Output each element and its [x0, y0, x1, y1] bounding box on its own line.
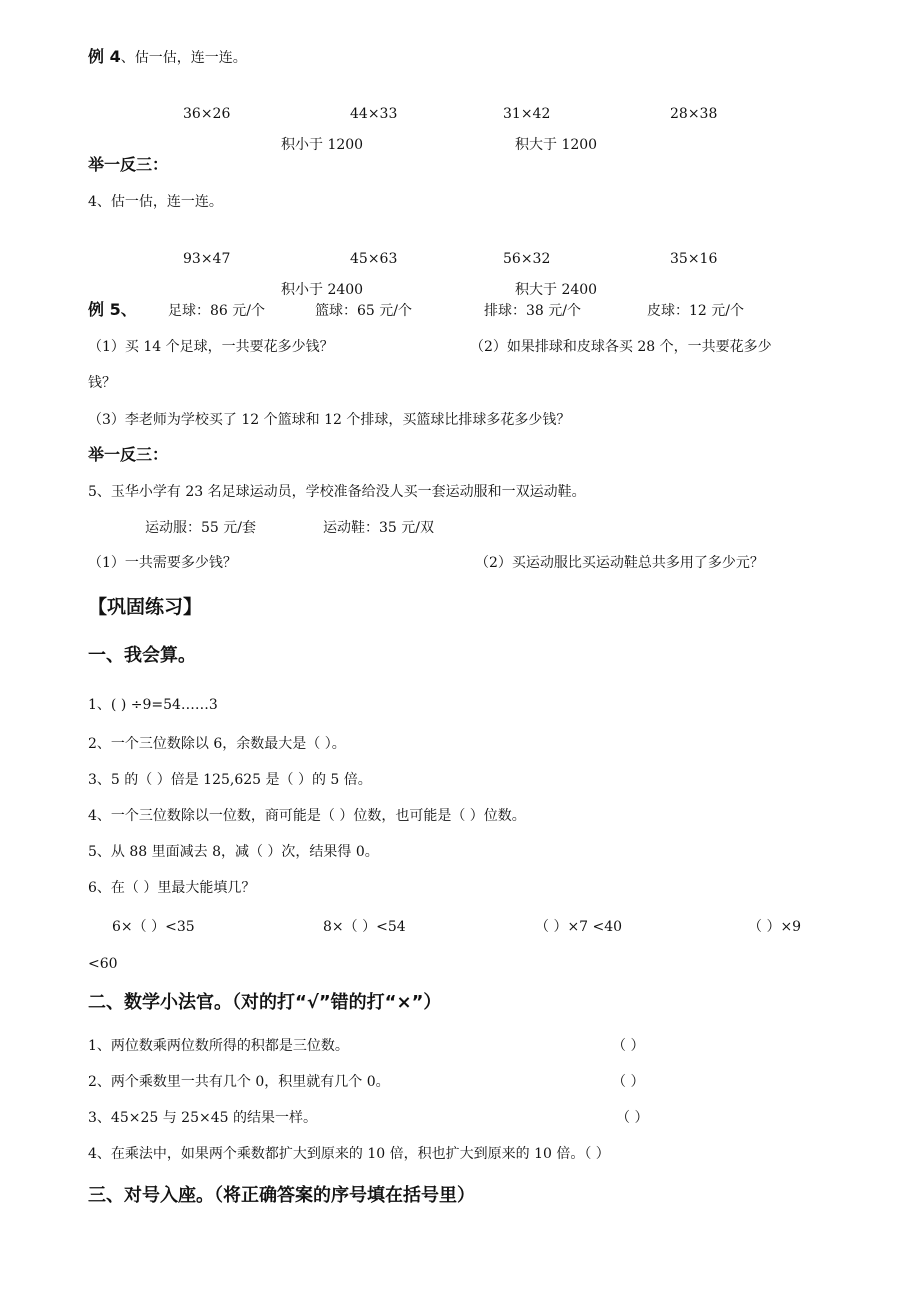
practice2-problem: 5、玉华小学有 23 名足球运动员，学校准备给没人买一套运动服和一双运动鞋。	[88, 484, 586, 500]
section2-title: 二、数学小法官。（对的打“√”错的打“×”）	[88, 992, 442, 1013]
section2-item-3-paren: （ ）	[616, 1110, 649, 1126]
section2-item-2: 2、两个乘数里一共有几个 0，积里就有几个 0。	[88, 1074, 390, 1090]
practice2-heading: 举一反三：	[88, 445, 169, 464]
section1-blank-2: 8×（ ）<54	[323, 919, 406, 935]
practice1-target-1: 积小于 2400	[281, 282, 364, 298]
section1-title: 一、我会算。	[88, 645, 196, 666]
section2-item-3: 3、45×25 与 25×45 的结果一样。	[88, 1110, 317, 1126]
section1-item-5: 5、从 88 里面减去 8，减（ ）次，结果得 0。	[88, 844, 379, 860]
consolidation-title: 【巩固练习】	[88, 596, 203, 618]
section1-blank-1: 6×（ ）<35	[112, 919, 195, 935]
example4-instruction: 、估一估，连一连。	[120, 50, 247, 66]
example4-expr-1: 36×26	[183, 106, 231, 122]
example4-expr-2: 44×33	[350, 106, 398, 122]
practice2-price-clothes: 运动服：55 元/套	[145, 520, 256, 536]
example4-target-2: 积大于 1200	[515, 137, 598, 153]
practice1-expr-1: 93×47	[183, 251, 231, 267]
practice1-expr-2: 45×63	[350, 251, 398, 267]
example4-label: 例 4	[88, 47, 121, 66]
section2-item-1: 1、两位数乘两位数所得的积都是三位数。	[88, 1038, 349, 1054]
practice1-instruction: 4、估一估，连一连。	[88, 194, 223, 210]
example5-price-football: 足球：86 元/个	[168, 303, 265, 319]
practice2-question-2: （2）买运动服比买运动鞋总共多用了多少元？	[475, 555, 764, 571]
section2-item-1-paren: （ ）	[612, 1038, 645, 1054]
practice1-expr-4: 35×16	[670, 251, 718, 267]
practice2-price-shoes: 运动鞋：35 元/双	[323, 520, 434, 536]
example5-price-rubberball: 皮球：12 元/个	[647, 303, 744, 319]
practice1-heading: 举一反三：	[88, 155, 169, 174]
example5-question-3: （3）李老师为学校买了 12 个篮球和 12 个排球，买篮球比排球多花多少钱？	[88, 412, 571, 428]
example5-price-volleyball: 排球：38 元/个	[484, 303, 581, 319]
example5-question-2: （2）如果排球和皮球各买 28 个，一共要花多少	[470, 339, 772, 355]
example5-question-1: （1）买 14 个足球，一共要花多少钱？	[88, 339, 334, 355]
section1-item-6: 6、在（ ）里最大能填几？	[88, 880, 256, 896]
example4-expr-3: 31×42	[503, 106, 551, 122]
example4-target-1: 积小于 1200	[281, 137, 364, 153]
section1-item-3: 3、5 的（ ）倍是 125,625 是（ ）的 5 倍。	[88, 772, 372, 788]
practice1-expr-3: 56×32	[503, 251, 551, 267]
practice1-target-2: 积大于 2400	[515, 282, 598, 298]
section1-blank-4-wrap: <60	[88, 956, 118, 972]
example4-expr-4: 28×38	[670, 106, 718, 122]
section2-item-4: 4、在乘法中，如果两个乘数都扩大到原来的 10 倍，积也扩大到原来的 10 倍。（ ）	[88, 1146, 610, 1162]
example5-question-2-wrap: 钱？	[88, 375, 116, 391]
example4-title	[88, 48, 247, 67]
section3-title: 三、对号入座。（将正确答案的序号填在括号里）	[88, 1185, 475, 1206]
practice2-question-1: （1）一共需要多少钱？	[88, 555, 237, 571]
section2-item-2-paren: （ ）	[612, 1074, 645, 1090]
section1-item-4: 4、一个三位数除以一位数，商可能是（ ）位数，也可能是（ ）位数。	[88, 808, 526, 824]
section1-item-1: 1、( ) ÷9=54……3	[88, 697, 218, 713]
section1-blank-3: （ ）×7 <40	[535, 919, 623, 935]
example5-price-basketball: 篮球：65 元/个	[315, 303, 412, 319]
section1-blank-4: （ ）×9	[748, 919, 802, 935]
section1-item-2: 2、一个三位数除以 6，余数最大是（ ）。	[88, 736, 346, 752]
example5-label: 例 5、	[88, 300, 137, 319]
